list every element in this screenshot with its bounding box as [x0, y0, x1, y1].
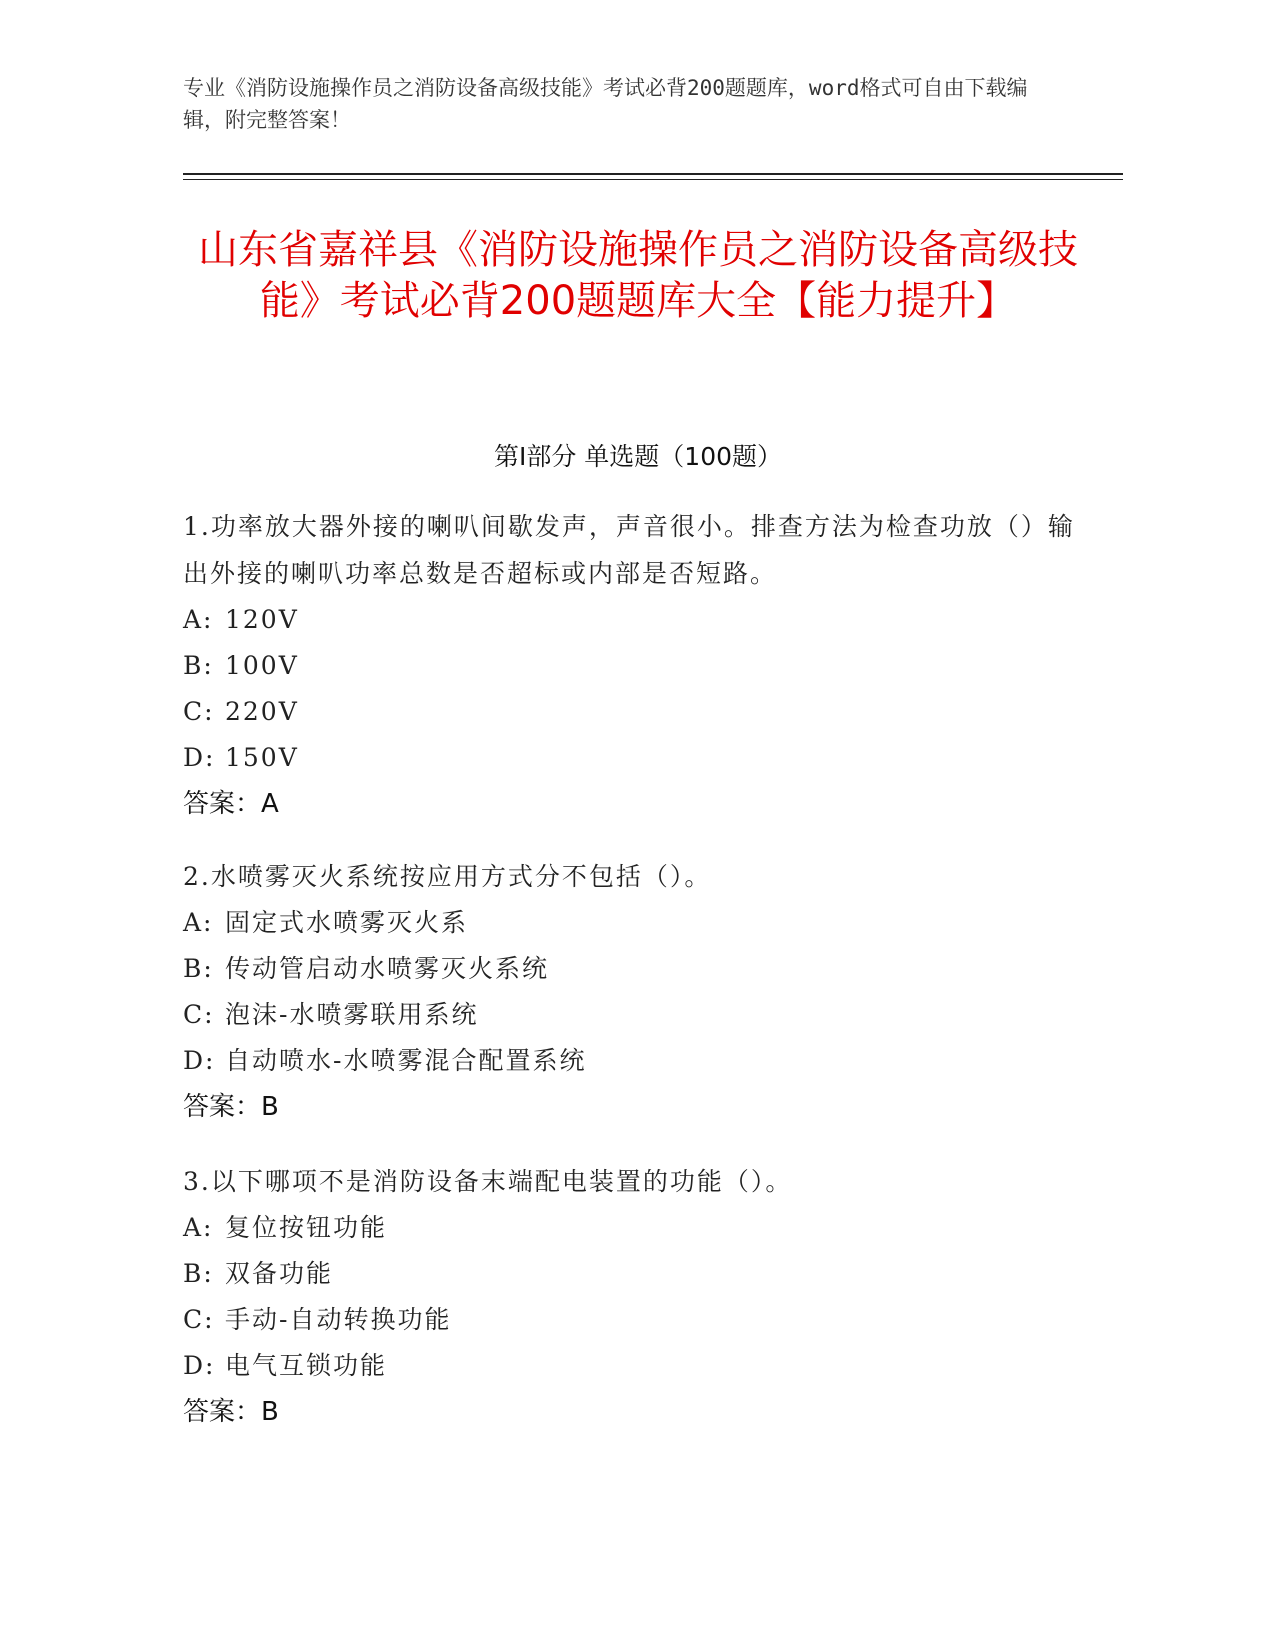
question-3	[183, 1158, 1083, 1435]
question-2	[183, 853, 1083, 1130]
option-letter: B:	[183, 1259, 214, 1288]
option-text: 电气互锁功能	[225, 1351, 388, 1380]
answer: 答案：B	[183, 1397, 279, 1427]
option-text: 手动-自动转换功能	[225, 1305, 452, 1334]
option-letter: A:	[183, 1213, 214, 1242]
question-text: 2.水喷雾灭火系统按应用方式分不包括（）。	[183, 862, 712, 891]
option-letter: C:	[183, 1305, 215, 1334]
option-c	[183, 992, 1083, 1038]
option-a	[183, 900, 1083, 946]
option-c	[183, 1297, 1083, 1343]
option-letter: D:	[183, 743, 216, 772]
option-a	[183, 1205, 1083, 1251]
option-c	[183, 689, 1083, 735]
option-b	[183, 946, 1083, 992]
option-text: 220V	[225, 697, 299, 726]
option-text: 传动管启动水喷雾灭火系统	[225, 954, 550, 983]
option-text: 双备功能	[225, 1259, 334, 1288]
option-text: 复位按钮功能	[225, 1213, 388, 1242]
option-text: 固定式水喷雾灭火系	[225, 908, 469, 937]
document-title: 山东省嘉祥县《消防设施操作员之消防设备高级技能》考试必背200题题库大全【能力提升】	[198, 227, 1078, 324]
option-letter: D:	[183, 1046, 216, 1075]
header-divider-thick	[183, 173, 1123, 175]
option-text: 泡沫-水喷雾联用系统	[225, 1000, 479, 1029]
option-d	[183, 735, 1083, 781]
option-d	[183, 1343, 1083, 1389]
option-text: 150V	[225, 743, 299, 772]
option-letter: C:	[183, 1000, 215, 1029]
option-d	[183, 1038, 1083, 1084]
option-b	[183, 1251, 1083, 1297]
section-heading: 第I部分 单选题（100题）	[493, 442, 783, 471]
question-1	[183, 503, 1083, 827]
option-text: 120V	[225, 605, 299, 634]
header-divider-thin	[183, 179, 1123, 180]
option-text: 自动喷水-水喷雾混合配置系统	[225, 1046, 587, 1075]
option-letter: A:	[183, 605, 214, 634]
option-b	[183, 643, 1083, 689]
question-text: 3.以下哪项不是消防设备末端配电装置的功能（）。	[183, 1167, 793, 1196]
option-letter: A:	[183, 908, 214, 937]
answer: 答案：B	[183, 1092, 279, 1122]
question-text: 1.功率放大器外接的喇叭间歇发声，声音很小。排查方法为检查功放（）输出外接的喇叭功率总数是否超标或内部是否短路。	[183, 512, 1075, 588]
option-letter: B:	[183, 651, 214, 680]
header-note: 专业《消防设施操作员之消防设备高级技能》考试必背200题题库，word格式可自由下载编辑，附完整答案！	[183, 76, 1028, 132]
option-letter: D:	[183, 1351, 216, 1380]
option-letter: C:	[183, 697, 215, 726]
option-a	[183, 597, 1083, 643]
option-letter: B:	[183, 954, 214, 983]
option-text: 100V	[225, 651, 299, 680]
answer: 答案：A	[183, 789, 279, 819]
